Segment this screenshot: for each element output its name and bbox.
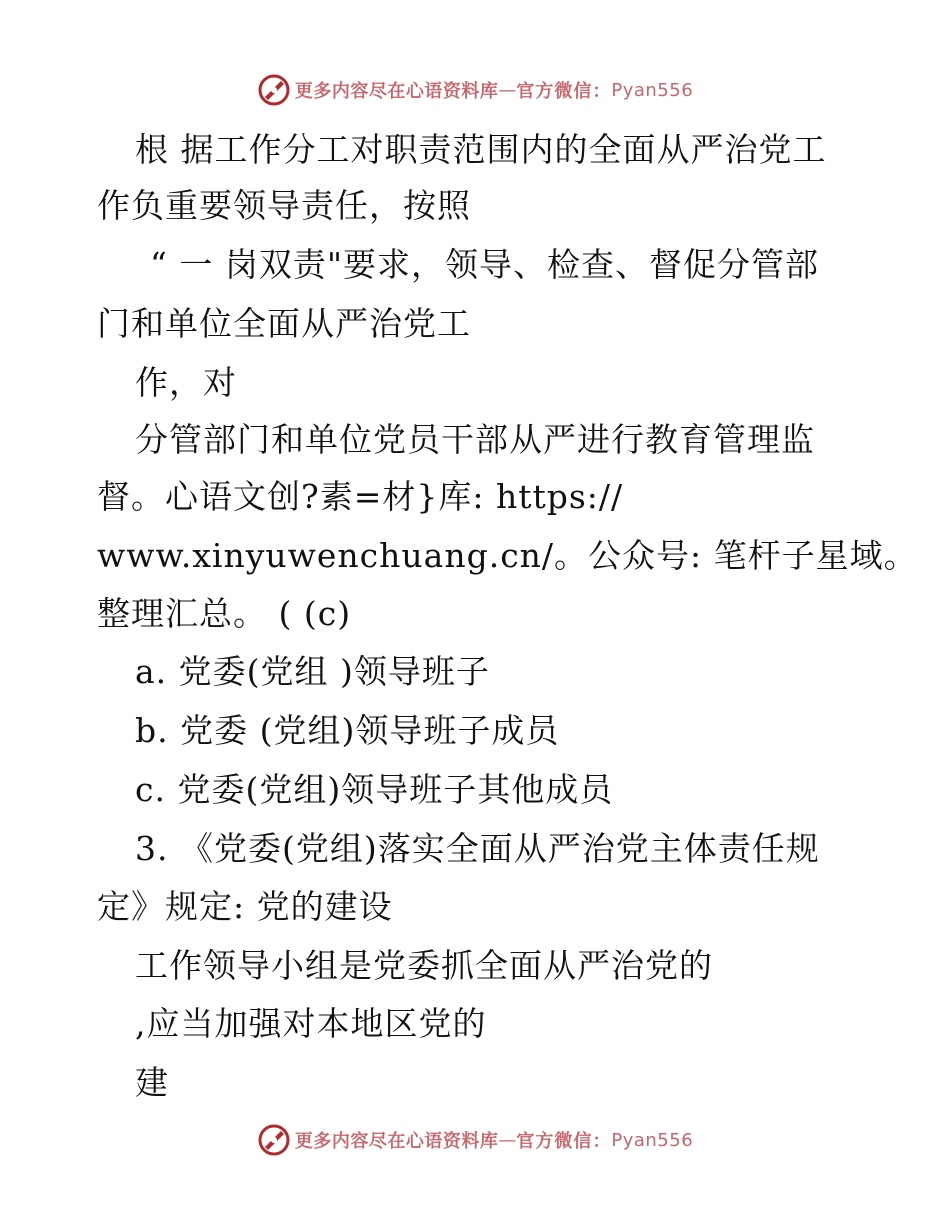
body-line: 整理汇总。 ( (c) [97, 594, 352, 633]
body-line: 定》规定: 党的建设 [97, 887, 393, 926]
header-banner [0, 70, 950, 110]
footer-banner [0, 1120, 950, 1160]
banner-wechat-label: 官方微信： [516, 1131, 612, 1152]
option-c: c. 党委(党组)领导班子其他成员 [135, 770, 614, 809]
body-line: 建 [135, 1063, 169, 1102]
body-line: 督。心语文创?素=材}库: https:// [97, 477, 624, 516]
banner-wechat-id: Pyan556 [611, 79, 694, 101]
banner-wechat-id: Pyan556 [611, 1129, 694, 1151]
body-line: 作，对 [135, 363, 237, 402]
body-line: 分管部门和单位党员干部从严进行教育管理监 [135, 420, 815, 459]
banner-wechat-label: 官方微信： [516, 81, 612, 102]
banner-main-text: 更多内容尽在心语资料库 [294, 1131, 499, 1152]
body-line: 门和单位全面从严治党工 [97, 304, 471, 343]
pen-nib-logo-icon [257, 1123, 291, 1157]
body-line: 作负重要领导责任，按照 [97, 186, 471, 225]
option-b: b. 党委 (党组)领导班子成员 [135, 711, 560, 750]
body-line: ,应当加强对本地区党的 [135, 1004, 487, 1043]
body-line: 工作领导小组是党委抓全面从严治党的 [135, 946, 713, 985]
body-line: “ 一 岗双责"要求，领导、检查、督促分管部 [150, 245, 820, 284]
pen-nib-logo-icon [257, 73, 291, 107]
body-line: www.xinyuwenchuang.cn/。公众号: 笔杆子星域。 [97, 536, 918, 575]
banner-main-text: 更多内容尽在心语资料库 [294, 81, 499, 102]
option-a: a. 党委(党组 )领导班子 [135, 652, 490, 691]
body-line: 根 据工作分工对职责范围内的全面从严治党工 [135, 130, 827, 169]
banner-separator: — [498, 79, 517, 101]
question-3: 3. 《党委(党组)落实全面从严治党主体责任规 [135, 829, 820, 868]
banner-separator: — [498, 1129, 517, 1151]
